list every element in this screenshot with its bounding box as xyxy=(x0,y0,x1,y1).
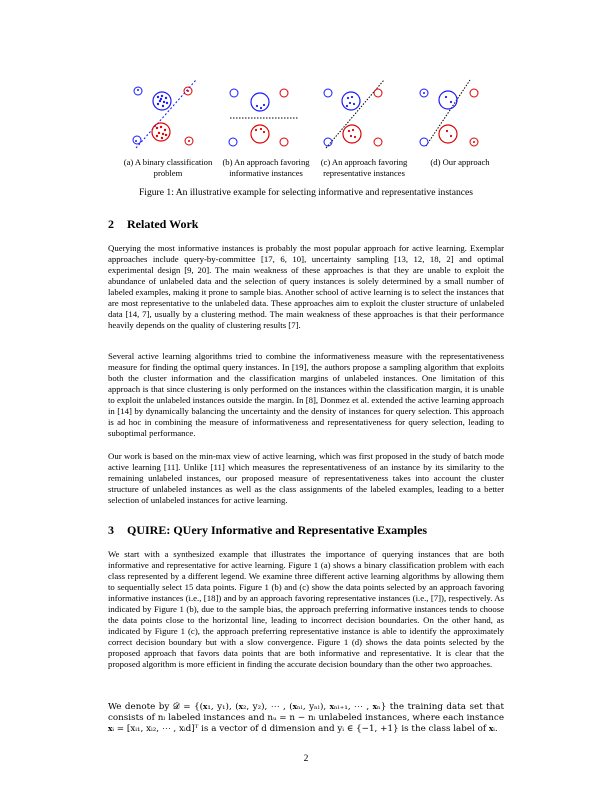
subfigure-caption-a: (a) A binary classification problem xyxy=(123,157,213,178)
paragraph: We start with a synthesized example that illustrates the importance of querying instances that are both informative and representative for active learning. Figure 1 (a) shows a binary classification problem with each class represented by a different legend. We examine three different active learning algorithms by allowing them to sequentially select 15 data points. Figure 1 (b) and (c) show the data points selected by an approach favoring informative instances (i.e., [18]) and by an approach favoring representative instances (i.e., [7]), respectively. As indicated by Figure 1 (b), due to the sample bias, the approach preferring informative instances tends to choose the data points close to the horizontal line, leading to incorrect decision boundaries. On the other hand, as indicated by Figure 1 (c), the approach preferring representative instance is able to identify the approximately correct decision boundary but with a slow convergence. Figure 1 (d) shows the data points selected by the proposed approach that favors data points that are both informative and representative. It is clear that the proposed algorithm is more efficient in finding the accurate decision boundary than the other two approaches. xyxy=(108,549,504,669)
selected-blue-points xyxy=(423,92,452,103)
small-cluster-red xyxy=(280,89,288,97)
small-cluster-red xyxy=(374,89,382,97)
paragraph: Querying the most informative instances is probably the most popular approach for active learning. Exemplar approaches include query-by-committee [17, 6, 10], uncertainty sampling [13, 12, 18, 2] and optimal experimental design [9, 20]. The main weakness of these approaches is that they are unable to exploit the abundance of unlabeled data and the selection of query instances is solely determined by a small number of labeled examples, making it prone to sample bias. Another school of active learning is to select the instances that are most representative to the unlabeled data. These approaches aim to exploit the cluster structure of unlabeled data [14, 7], usually by a clustering method. The main weakness of these approaches is that their performance heavily depends on the quality of clustering results [7]. xyxy=(108,243,504,330)
small-cluster-blue xyxy=(229,138,237,146)
figure-panel-d xyxy=(412,78,508,158)
scatter-plot-d xyxy=(412,78,508,158)
figure-panel-a xyxy=(124,78,220,158)
large-cluster-blue xyxy=(342,92,360,110)
scatter-plot-a xyxy=(124,78,220,158)
large-cluster-red xyxy=(251,125,269,143)
red-points xyxy=(156,90,190,142)
section-heading-quire xyxy=(108,523,427,538)
selected-red-points xyxy=(255,128,265,133)
small-cluster-blue xyxy=(324,138,332,146)
small-cluster-blue xyxy=(133,136,141,144)
small-cluster-blue xyxy=(230,89,238,97)
paragraph: Our work is based on the min-max view of active learning, which was first proposed in the study of batch mode active learning [11]. Unlike [11] which measures the representativeness of an instance by its similarity to the remaining unlabeled instances, our proposed measure of representativeness takes into account the cluster structure of unlabeled instances as well as the class assignments of the labeled examples, leading to a better selection of unlabeled instances for active learning. xyxy=(108,451,504,505)
section-number: 2 xyxy=(108,217,114,231)
selected-blue-points xyxy=(346,96,355,107)
selected-red-points xyxy=(348,129,356,138)
page-number: 2 xyxy=(303,754,309,764)
large-cluster-red xyxy=(343,125,361,143)
large-cluster-blue xyxy=(439,91,457,109)
selected-blue-points xyxy=(256,104,265,109)
figure-panel-b xyxy=(220,78,316,158)
small-cluster-blue xyxy=(420,138,428,146)
figure-panel-c xyxy=(316,78,412,158)
large-cluster-red xyxy=(439,125,457,143)
subfigure-caption-c: (c) An approach favoring representative instances xyxy=(320,157,408,178)
subfigure-caption-d: (d) Our approach xyxy=(430,157,490,167)
small-cluster-blue xyxy=(324,89,332,97)
small-cluster-red xyxy=(470,89,478,97)
small-cluster-red xyxy=(374,138,382,146)
subfigure-caption-b: (b) An approach favoring informative instances xyxy=(222,157,310,178)
scatter-plot-c xyxy=(316,78,412,158)
figure-caption: Figure 1: An illustrative example for selecting informative and representative instances xyxy=(138,187,474,198)
section-heading-related-work xyxy=(108,217,198,232)
section-number: 3 xyxy=(108,523,114,537)
scatter-plot-b xyxy=(220,78,316,158)
paragraph: Several active learning algorithms tried to combine the informativeness measure with the representativeness measure for finding the optimal query instances. In [19], the authors propose a sampling algorithm that exploits both the cluster information and the classification margins of unlabeled instances. One limitation of this approach is that since clustering is only performed on the instances within the classification margin, it is unable to exploit the unlabeled instances outside the margin. In [8], Donmez et al. extended the active learning approach in [14] by dynamically balancing the uncertainty and the density of instances for query selection. This approach is ad hoc in combining the measure of informativeness and representativeness for query selection, leading to suboptimal performance. xyxy=(108,351,504,438)
small-cluster-red xyxy=(280,138,288,146)
decision-boundary xyxy=(426,80,470,146)
section-title: QUIRE: QUery Informative and Representative Examples xyxy=(127,523,428,537)
section-title: Related Work xyxy=(127,217,199,231)
paragraph-notation: We denote by 𝒟 = {(𝐱₁, y₁), (𝐱₂, y₂), ⋯ , (𝐱ₙₗ, yₙₗ), 𝐱ₙₗ₊₁, ⋯ , 𝐱ₙ} the training data set that consists of nₗ labeled instances and nᵤ = n − nₗ unlabeled instances, where each instance 𝐱ᵢ = [xᵢ₁, xᵢ₂, ⋯ , xᵢd]ᵀ is a vector of d dimension and yᵢ ∈ {−1, +1} is the class label of 𝐱ᵢ. xyxy=(108,702,504,734)
large-cluster-blue xyxy=(153,92,171,110)
